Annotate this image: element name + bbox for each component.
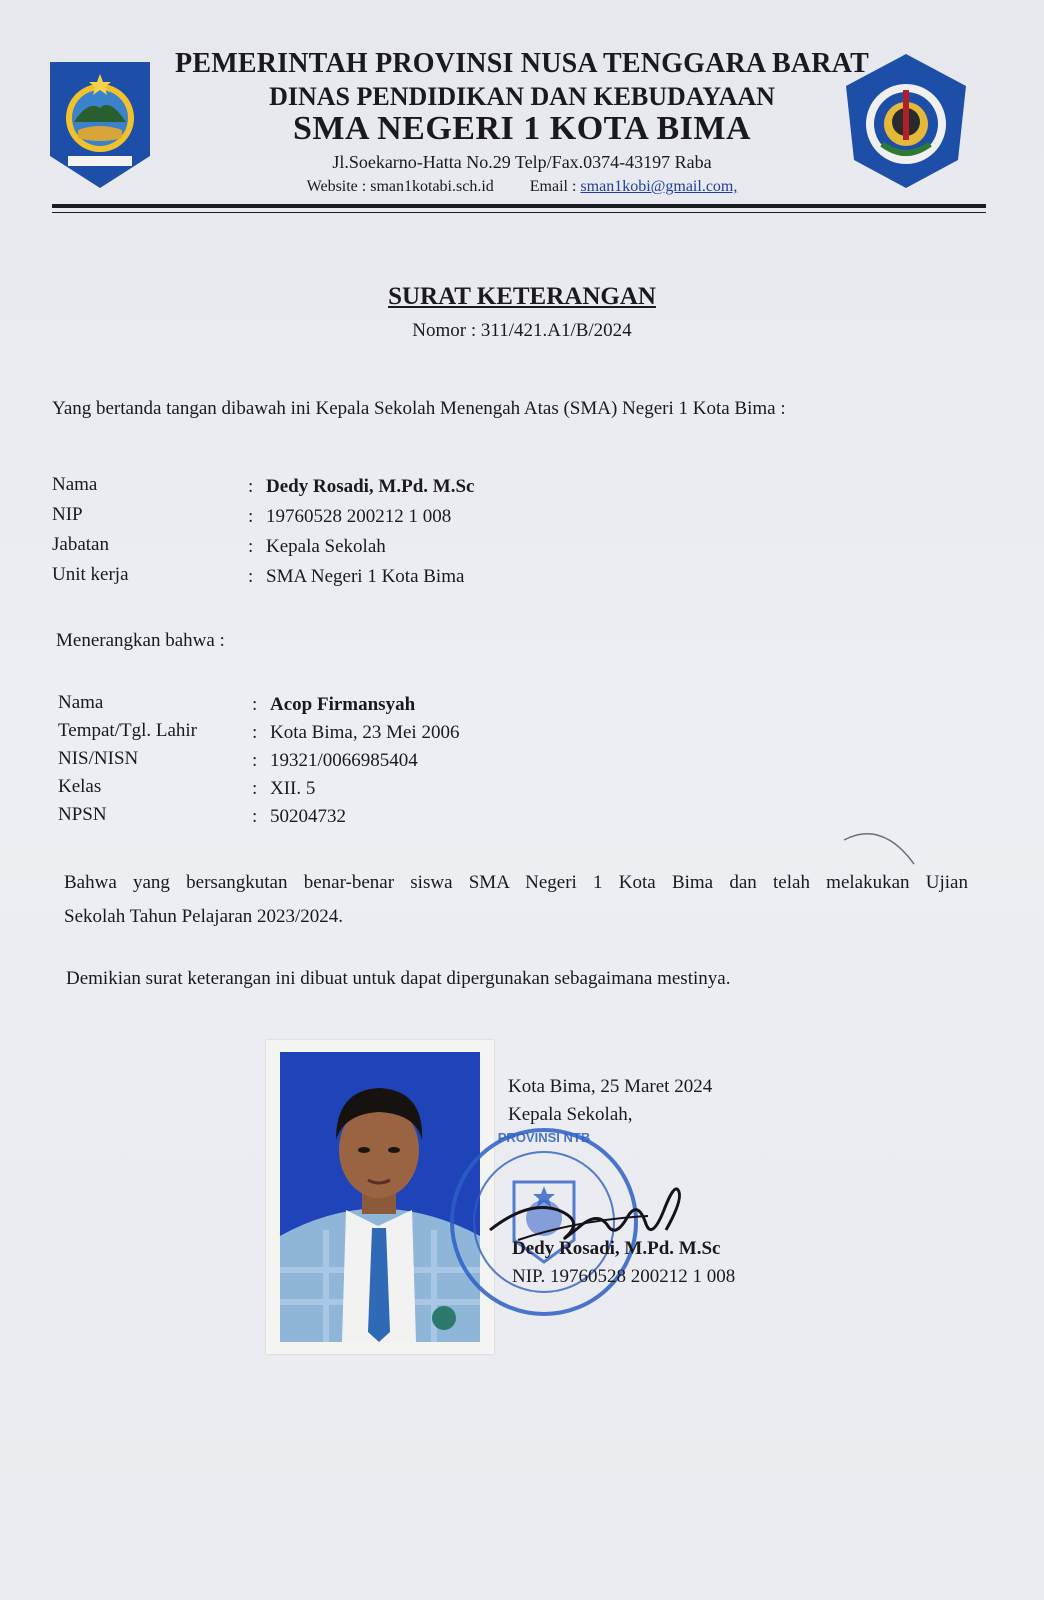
header-email-label: Email : — [529, 178, 577, 195]
margin-mark — [842, 826, 922, 866]
signature-position: Kepala Sekolah, — [508, 1104, 633, 1125]
student-birth-value: Kota Bima, 23 Mei 2006 — [270, 722, 460, 743]
closing-text: Demikian surat keterangan ini dibuat untuk dapat dipergunakan sebagaimana mestinya. — [66, 968, 731, 989]
stamp-text: PROVINSI NTB — [497, 1130, 591, 1145]
signature-nip: NIP. 19760528 200212 1 008 — [512, 1266, 736, 1287]
colon: : — [248, 536, 254, 557]
document-title: SURAT KETERANGAN — [388, 283, 656, 310]
signer-unit-label: Unit kerja — [52, 564, 129, 585]
header-website: Website : sman1kotabi.sch.id — [306, 178, 494, 195]
student-name-value: Acop Firmansyah — [270, 694, 416, 715]
signer-name-label: Nama — [52, 474, 98, 495]
signature-place-date: Kota Bima, 25 Maret 2024 — [508, 1076, 713, 1097]
header-email-link[interactable]: sman1kobi@gmail.com, — [580, 178, 738, 195]
body-line-2: Sekolah Tahun Pelajaran 2023/2024. — [64, 906, 344, 927]
student-nis-value: 19321/0066985404 — [270, 750, 418, 771]
header-school-name: SMA NEGERI 1 KOTA BIMA — [292, 110, 752, 147]
intro-text: Yang bertanda tangan dibawah ini Kepala Sekolah Menengah Atas (SMA) Negeri 1 Kota Bima : — [52, 398, 786, 419]
header-department: DINAS PENDIDIKAN DAN KEBUDAYAAN — [269, 82, 775, 111]
header-government: PEMERINTAH PROVINSI NUSA TENGGARA BARAT — [175, 48, 869, 79]
colon: : — [252, 806, 258, 827]
colon: : — [248, 506, 254, 527]
signer-name-value: Dedy Rosadi, M.Pd. M.Sc — [266, 476, 475, 497]
document-number: Nomor : 311/421.A1/B/2024 — [412, 320, 632, 341]
student-class-label: Kelas — [58, 776, 102, 797]
states-text: Menerangkan bahwa : — [56, 630, 225, 651]
signer-position-value: Kepala Sekolah — [266, 536, 386, 557]
student-name-label: Nama — [58, 692, 104, 713]
header-contact — [0, 178, 1044, 196]
signer-nip-label: NIP — [52, 504, 83, 525]
student-nis-label: NIS/NISN — [58, 748, 139, 769]
colon: : — [248, 566, 254, 587]
body-line-1: Bahwa yang bersangkutan benar-benar siswa SMA Negeri 1 Kota Bima dan telah melakukan Ujian — [64, 872, 968, 893]
signer-position-label: Jabatan — [52, 534, 109, 555]
header-address: Jl.Soekarno-Hatta No.29 Telp/Fax.0374-43197 Raba — [332, 152, 712, 172]
student-npsn-label: NPSN — [58, 804, 107, 825]
colon: : — [252, 694, 258, 715]
student-npsn-value: 50204732 — [270, 806, 346, 827]
colon: : — [252, 750, 258, 771]
signature-name: Dedy Rosadi, M.Pd. M.Sc — [512, 1238, 721, 1259]
colon: : — [252, 722, 258, 743]
header-rule-thin — [52, 212, 986, 213]
student-birth-label: Tempat/Tgl. Lahir — [58, 720, 198, 741]
student-class-value: XII. 5 — [270, 778, 316, 799]
header-rule-thick — [52, 204, 986, 208]
signer-nip-value: 19760528 200212 1 008 — [266, 506, 452, 527]
colon: : — [248, 476, 254, 497]
signer-unit-value: SMA Negeri 1 Kota Bima — [266, 566, 465, 587]
colon: : — [252, 778, 258, 799]
